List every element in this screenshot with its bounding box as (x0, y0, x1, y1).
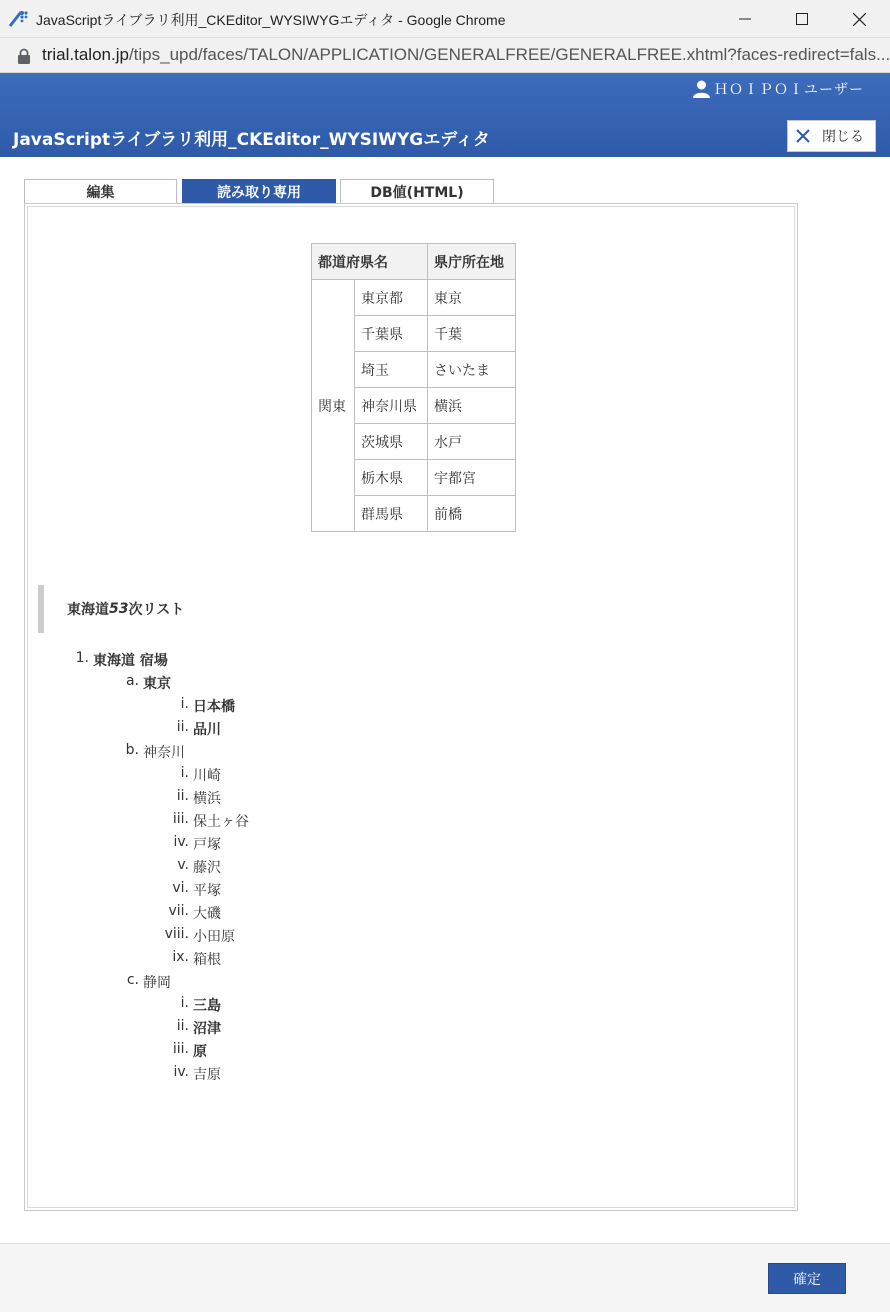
maximize-button[interactable] (775, 0, 829, 38)
prefecture-table (311, 243, 516, 532)
list-marker: iii. (172, 811, 189, 827)
list-item-text: 三島 (193, 998, 221, 1014)
list-item-text: 静岡 (143, 975, 171, 991)
maximize-icon (796, 13, 808, 25)
url-host: trial.talon.jp (42, 45, 129, 64)
list-item-text: 小田原 (193, 929, 235, 945)
table-cell-city: 水戸 (428, 424, 516, 460)
editor-content-inner (27, 206, 795, 1208)
list-marker: c. (126, 972, 139, 988)
list-item-text: 箱根 (193, 952, 221, 968)
minimize-icon (739, 13, 751, 25)
user-menu[interactable] (693, 79, 864, 99)
url-text[interactable] (42, 45, 890, 65)
list-marker: iii. (172, 1041, 189, 1057)
table-row (312, 280, 516, 316)
close-icon (853, 13, 866, 26)
list-marker: 1. (75, 650, 89, 666)
list-item-text: 品川 (193, 722, 221, 738)
url-path: /tips_upd/faces/TALON/APPLICATION/GENERALFREE/GENERALFREE.xhtml?faces-redirect=fals... (128, 45, 890, 64)
table-cell-pref: 埼玉 (355, 352, 428, 388)
minimize-button[interactable] (718, 0, 772, 38)
list-item-text: 東海道 宿場 (93, 653, 168, 669)
table-cell-pref: 東京都 (355, 280, 428, 316)
list-item-text: 戸塚 (193, 837, 221, 853)
table-header-row (312, 244, 516, 280)
table-cell-region: 関東 (312, 280, 355, 532)
list-marker: vi. (172, 880, 189, 896)
table-cell-pref: 栃木県 (355, 460, 428, 496)
list-marker: ix. (172, 949, 189, 965)
editor-content-panel (24, 203, 798, 1211)
blockquote-number: 53 (109, 601, 129, 617)
window-close-button[interactable] (832, 0, 886, 38)
list-item-text: 原 (193, 1044, 207, 1060)
list-item-text: 日本橋 (193, 699, 235, 715)
table-cell-city: 千葉 (428, 316, 516, 352)
list-marker: v. (177, 857, 189, 873)
footer-bar (0, 1243, 890, 1312)
table-cell-pref: 茨城県 (355, 424, 428, 460)
table-cell-city: 横浜 (428, 388, 516, 424)
page-title: JavaScriptライブラリ利用_CKEditor_WYSIWYGエディタ (13, 130, 490, 150)
list-marker: iv. (173, 834, 189, 850)
list-item-text: 保土ヶ谷 (193, 814, 249, 830)
table-cell-pref: 群馬県 (355, 496, 428, 532)
window-titlebar (0, 0, 890, 38)
list-item-text: 平塚 (193, 883, 221, 899)
table-cell-city: さいたま (428, 352, 516, 388)
tab-db-html[interactable]: DB値(HTML) (340, 179, 494, 204)
table-header-city: 県庁所在地 (428, 244, 516, 280)
list-marker: ii. (176, 1018, 189, 1034)
list-item-text: 川崎 (193, 768, 221, 784)
list-item-text: 沼津 (193, 1021, 221, 1037)
list-marker: viii. (164, 926, 189, 942)
lock-icon (17, 48, 31, 64)
table-cell-city: 宇都宮 (428, 460, 516, 496)
list-marker: b. (125, 742, 139, 758)
app-logo-icon (7, 8, 29, 30)
confirm-button[interactable]: 確定 (768, 1263, 846, 1294)
list-marker: ii. (176, 719, 189, 735)
blockquote-suffix: 次リスト (128, 602, 185, 618)
close-icon (796, 129, 810, 143)
list-item-text: 神奈川 (143, 745, 185, 761)
window-title: JavaScriptライブラリ利用_CKEditor_WYSIWYGエディタ - Google Chrome (36, 12, 506, 28)
close-button[interactable] (787, 120, 876, 152)
user-icon (693, 80, 710, 98)
blockquote (38, 585, 738, 633)
list-marker: i. (180, 696, 189, 712)
user-name: ＨＯＩＰＯＩユーザー (714, 81, 864, 97)
app-header (0, 73, 890, 157)
blockquote-prefix: 東海道 (67, 602, 109, 618)
list-marker: iv. (173, 1064, 189, 1080)
table-cell-pref: 神奈川県 (355, 388, 428, 424)
table-cell-city: 東京 (428, 280, 516, 316)
table-header-pref: 都道府県名 (312, 244, 428, 280)
table-cell-pref: 千葉県 (355, 316, 428, 352)
tab-edit[interactable]: 編集 (24, 179, 177, 204)
list-item-text: 吉原 (193, 1067, 221, 1083)
close-button-label: 閉じる (822, 129, 864, 145)
list-item-text: 藤沢 (193, 860, 221, 876)
list-marker: a. (125, 673, 139, 689)
list-marker: ii. (176, 788, 189, 804)
table-cell-city: 前橋 (428, 496, 516, 532)
tab-read-only[interactable]: 読み取り専用 (182, 179, 336, 204)
address-bar[interactable] (0, 38, 890, 73)
list-item-text: 横浜 (193, 791, 221, 807)
list-marker: vii. (168, 903, 189, 919)
list-marker: i. (180, 995, 189, 1011)
list-marker: i. (180, 765, 189, 781)
list-item-text: 大磯 (193, 906, 221, 922)
list-item-text: 東京 (143, 676, 171, 692)
